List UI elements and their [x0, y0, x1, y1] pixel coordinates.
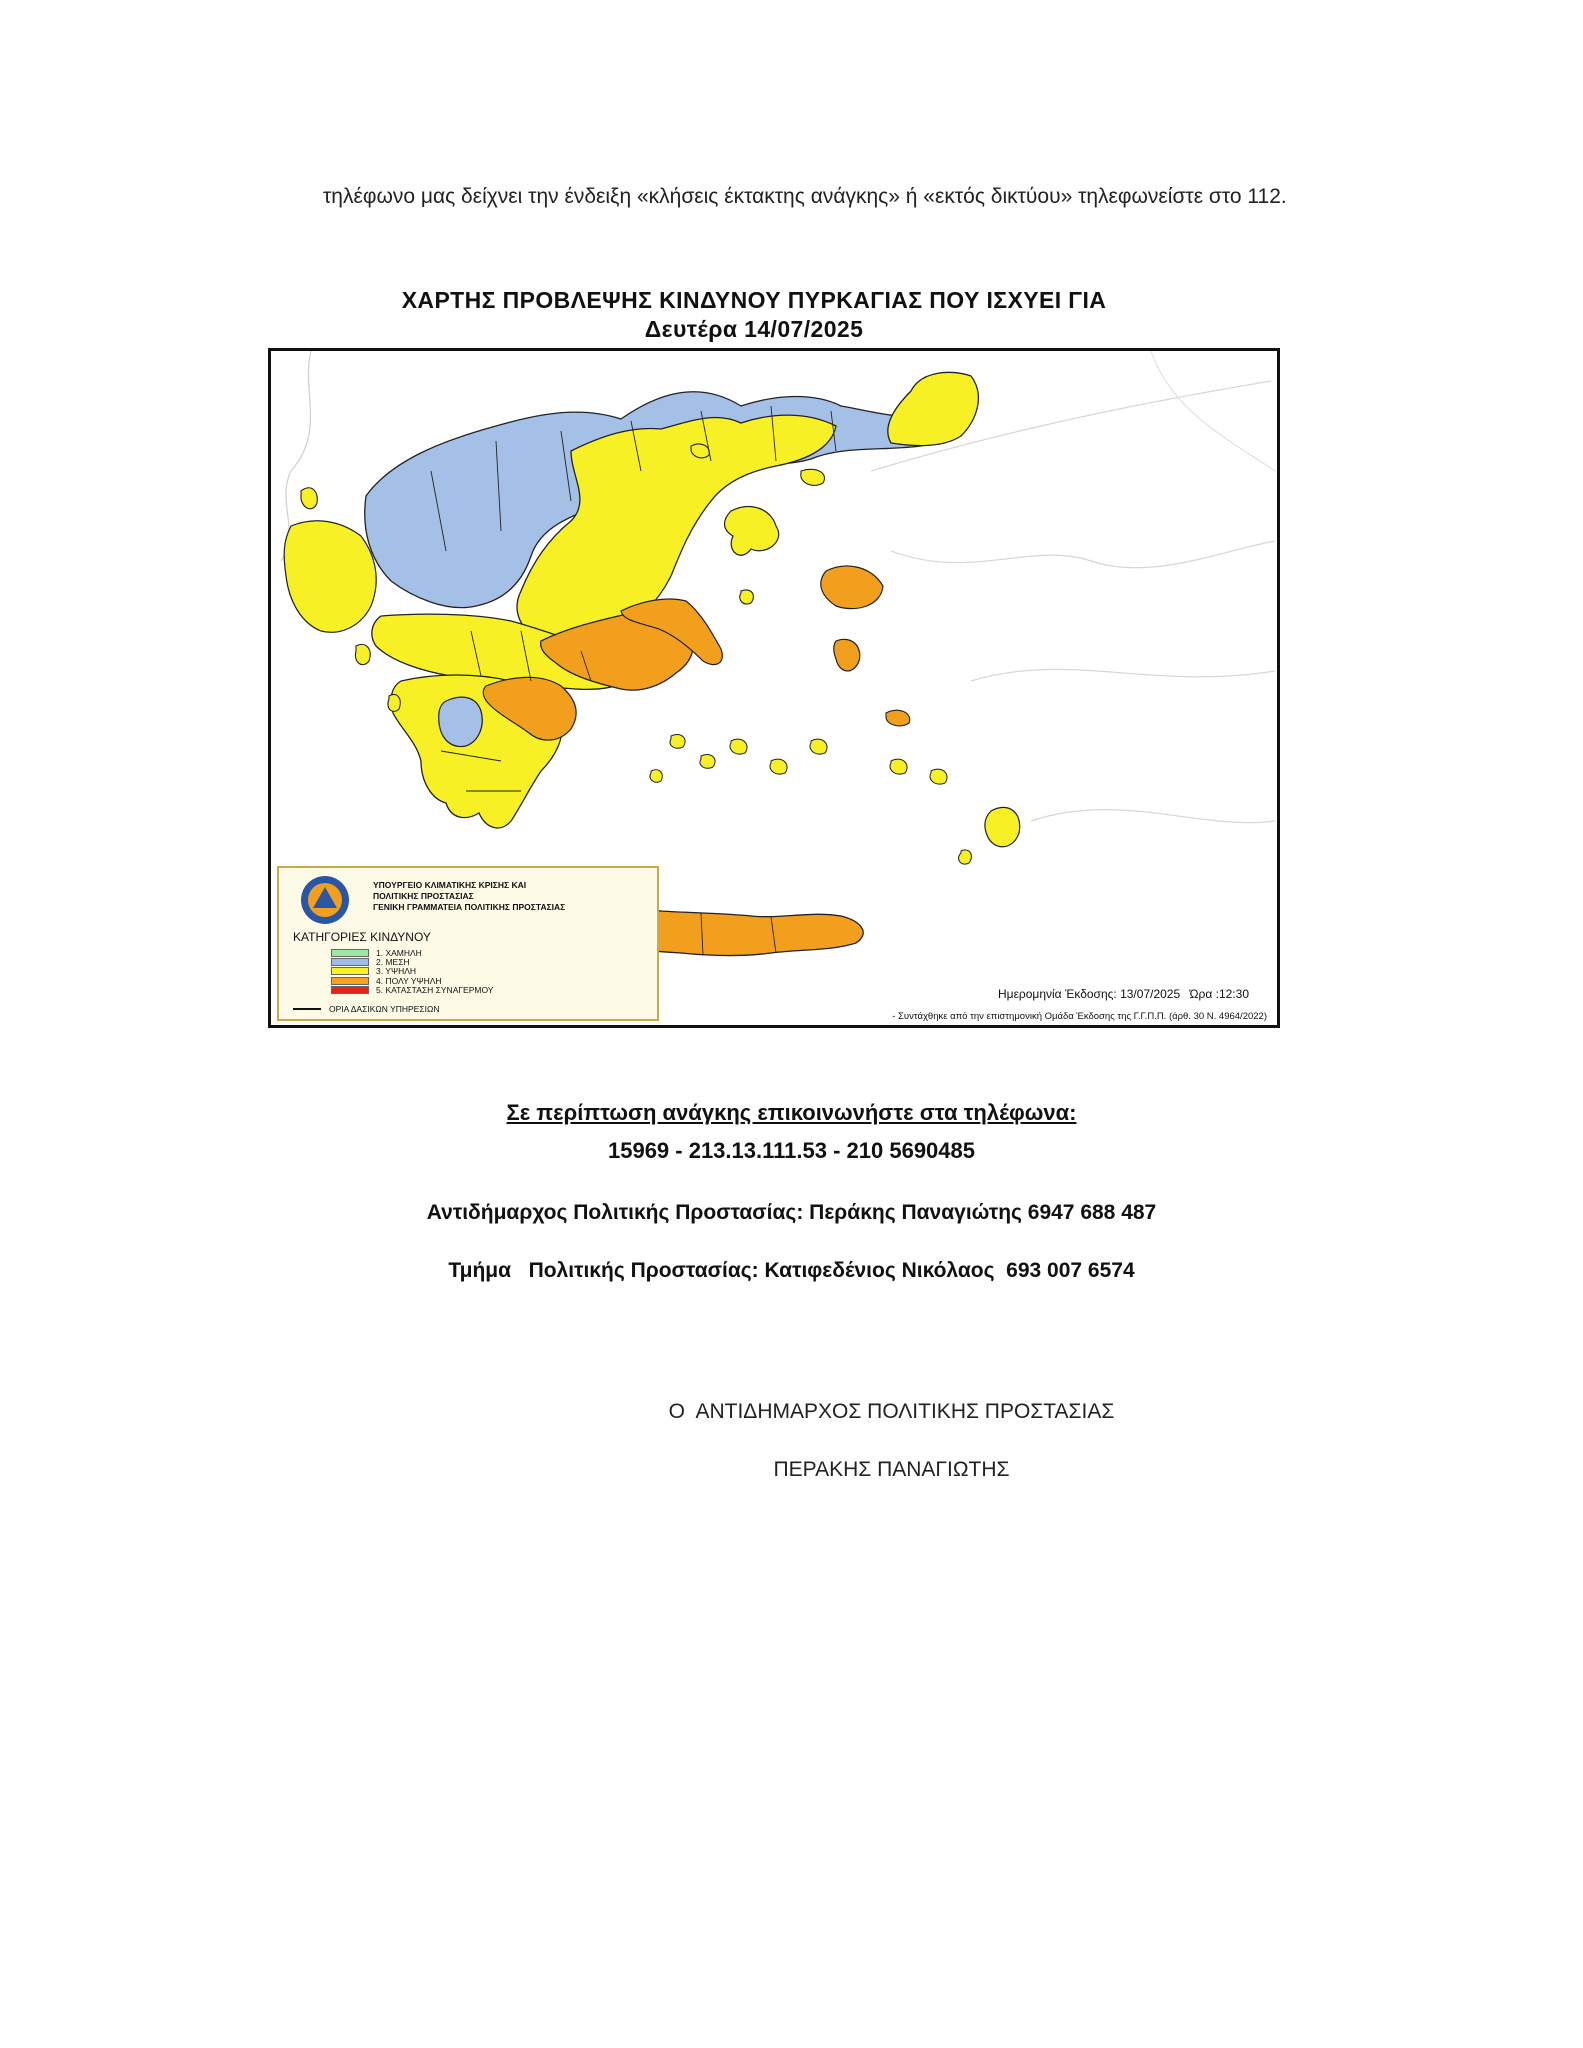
map-title-line-1: ΧΑΡΤΗΣ ΠΡΟΒΛΕΨΗΣ ΚΙΝΔΥΝΟΥ ΠΥΡΚΑΓΙΑΣ ΠΟΥ ΙΣΧΥΕΙ ΓΙΑ [401, 287, 1107, 313]
category-row-low [331, 948, 493, 957]
map-legend [277, 866, 659, 1021]
category-label: 5. ΚΑΤΑΣΤΑΣΗ ΣΥΝΑΓΕΡΜΟΥ [376, 985, 494, 996]
category-label: 3. ΥΨΗΛΗ [376, 966, 417, 977]
ministry-line: ΠΟΛΙΤΙΚΗΣ ΠΡΟΣΤΑΣΙΑΣ [373, 891, 474, 901]
emergency-phones: 15969 - 213.13.111.53 - 210 5690485 [607, 1138, 975, 1163]
category-swatch [331, 949, 369, 957]
issue-time-label: Ώρα :12:30 [1189, 987, 1249, 1001]
ministry-line: ΓΕΝΙΚΗ ΓΡΑΜΜΑΤΕΙΑ ΠΟΛΙΤΙΚΗΣ ΠΡΟΣΤΑΣΙΑΣ [373, 902, 566, 912]
category-row-medium [331, 957, 493, 966]
deputy-mayor-contact: Αντιδήμαρχος Πολιτικής Προστασίας: Περάκης Παναγιώτης 6947 688 487 [426, 1201, 1157, 1224]
emergency-contacts [0, 1100, 1583, 1283]
fire-risk-map [268, 348, 1280, 1028]
signature-title: Ο ΑΝΤΙΔΗΜΑΡΧΟΣ ΠΟΛΙΤΙΚΗΣ ΠΡΟΣΤΑΣΙΑΣ [668, 1400, 1115, 1423]
map-title [268, 286, 1240, 344]
issue-date-label: Ημερομηνία Έκδοσης: 13/07/2025 [997, 987, 1181, 1001]
contacts-heading: Σε περίπτωση ανάγκης επικοινωνήστε στα τηλέφωνα: [506, 1100, 1077, 1125]
legend-title: ΚΑΤΗΓΟΡΙΕΣ ΚΙΝΔΥΝΟΥ [293, 930, 431, 944]
issue-date [992, 987, 1249, 1001]
category-swatch [331, 967, 369, 975]
map-title-line-2: Δευτέρα 14/07/2025 [644, 316, 864, 342]
category-swatch [331, 958, 369, 966]
category-label: 1. ΧΑΜΗΛΗ [376, 947, 422, 958]
civil-protection-logo-icon [285, 874, 365, 926]
department-contact: Τμήμα Πολιτικής Προστασίας: Κατιφεδένιος Νικόλαος 693 007 6574 [448, 1259, 1135, 1282]
category-label: 2. ΜΕΣΗ [376, 957, 410, 968]
risk-categories [331, 948, 493, 995]
intro-paragraph: τηλέφωνο μας δείχνει την ένδειξη «κλήσεις έκτακτης ανάγκης» ή «εκτός δικτύου» τηλεφωνείστε στο 112. [323, 185, 1287, 208]
border-label: ΟΡΙΑ ΔΑΣΙΚΩΝ ΥΠΗΡΕΣΙΩΝ [329, 1004, 440, 1014]
border-line-icon [293, 1008, 321, 1010]
category-swatch [331, 986, 369, 994]
category-swatch [331, 977, 369, 985]
map-footnote: - Συντάχθηκε από την επιστημονική Ομάδα Έκδοσης της Γ.Γ.Π.Π. (άρθ. 30 Ν. 4964/2022) [892, 1011, 1267, 1022]
ministry-name [373, 880, 658, 913]
category-label: 4. ΠΟΛΥ ΥΨΗΛΗ [376, 975, 442, 986]
category-row-high [331, 967, 493, 976]
category-row-alert [331, 986, 493, 995]
category-row-very-high [331, 976, 493, 985]
signature-name: ΠΕΡΑΚΗΣ ΠΑΝΑΓΙΩΤΗΣ [773, 1458, 1010, 1481]
ministry-line: ΥΠΟΥΡΓΕΙΟ ΚΛΙΜΑΤΙΚΗΣ ΚΡΙΣΗΣ ΚΑΙ [373, 880, 527, 890]
forest-border-key [293, 1004, 439, 1014]
